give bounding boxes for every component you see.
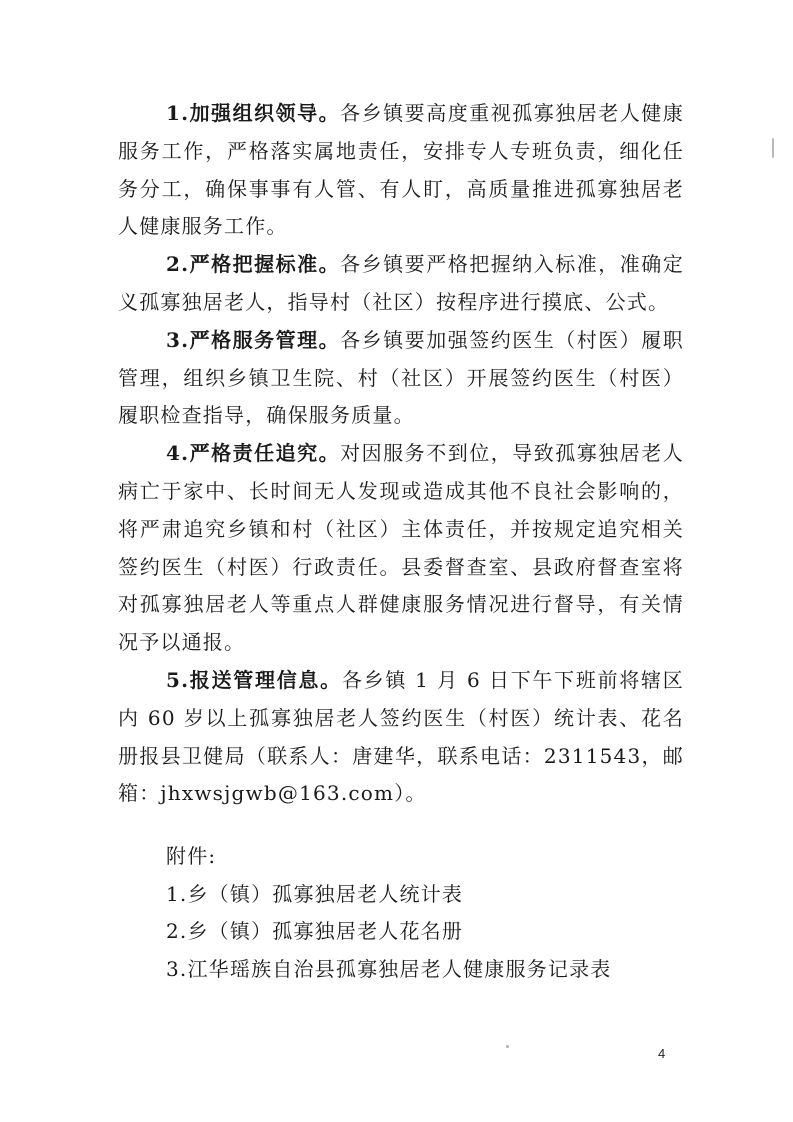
paragraph-lead: 4.严格责任追究。 xyxy=(166,441,341,466)
page-number: 4 xyxy=(658,1046,666,1061)
paragraph-text: 对因服务不到位，导致孤寡独居老人病亡于家中、长时间无人发现或造成其他不良社会影响的，将严肃追究乡镇和村（社区）主体责任，并按规定追究相关签约医生（村医）行政责任。县委督查室、县政府督查室将对孤寡独居老人等重点人群健康服务情况进行督导，有关情况予以通报。 xyxy=(118,441,684,655)
paragraph-lead: 3.严格服务管理。 xyxy=(166,327,341,352)
paragraph-organization xyxy=(118,95,684,246)
paragraph-standards xyxy=(118,246,684,322)
paragraph-text: 各乡镇 1 月 6 日下午下班前将辖区内 60 岁以上孤寡独居老人签约医生（村医）统计表、花名册报县卫健局（联系人：唐建华，联系电话：2311543，邮箱：jhxwsjgwb@163.com）。 xyxy=(118,667,684,806)
scan-speck xyxy=(506,1045,509,1048)
paragraph-text: 各乡镇要加强签约医生（村医）履职管理，组织乡镇卫生院、村（社区）开展签约医生（村医）履职检查指导，确保服务质量。 xyxy=(118,327,684,428)
attachment-item: 2.乡（镇）孤寡独居老人花名册 xyxy=(166,919,464,943)
paragraph-lead: 1.加强组织领导。 xyxy=(166,101,341,125)
attachments-section xyxy=(166,838,686,988)
paragraph-service-management xyxy=(118,322,684,435)
paragraph-accountability xyxy=(118,435,684,662)
paragraph-text: 各乡镇要严格把握纳入标准，准确定义孤寡独居老人，指导村（社区）按程序进行摸底、公式。 xyxy=(118,252,684,314)
paragraph-reporting xyxy=(118,662,684,813)
attachment-item: 1.乡（镇）孤寡独居老人统计表 xyxy=(166,881,464,906)
scan-speck xyxy=(772,138,774,158)
attachment-item: 3.江华瑶族自治县孤寡独居老人健康服务记录表 xyxy=(166,956,612,981)
attachments-heading: 附件: xyxy=(166,844,217,868)
document-body xyxy=(118,95,684,813)
paragraph-lead: 2.严格把握标准。 xyxy=(166,252,341,277)
paragraph-lead: 5.报送管理信息。 xyxy=(166,667,342,692)
paragraph-text: 各乡镇要高度重视孤寡独居老人健康服务工作，严格落实属地责任，安排专人专班负责，细化任务分工，确保事事有人管、有人盯，高质量推进孤寡独居老人健康服务工作。 xyxy=(118,101,684,239)
